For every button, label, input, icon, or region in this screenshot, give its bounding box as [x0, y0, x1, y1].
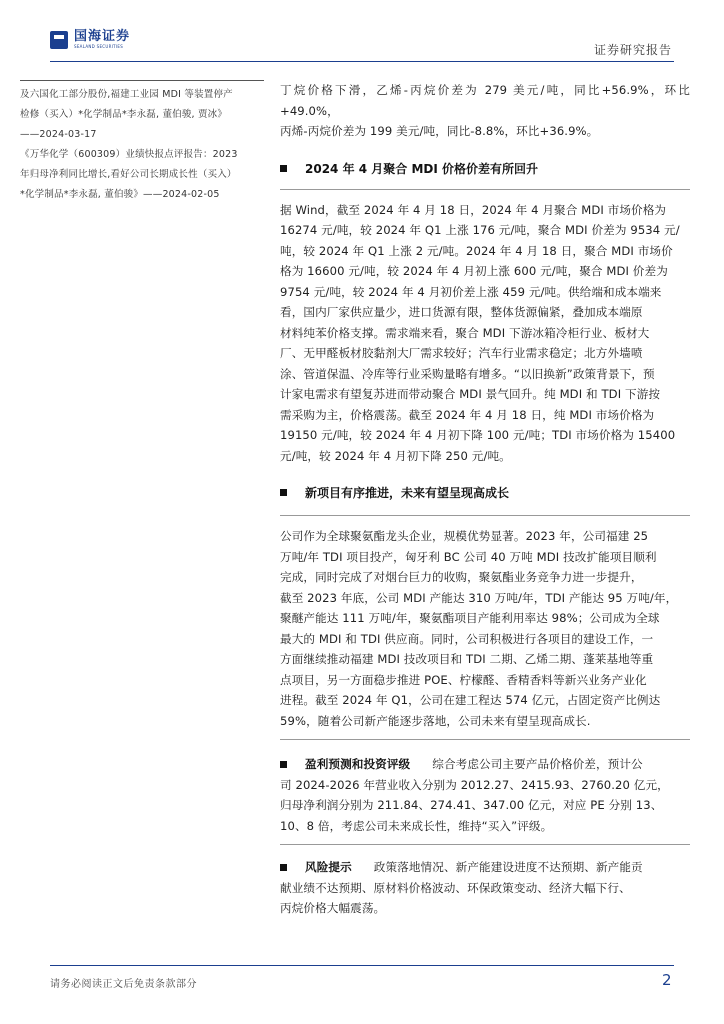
page-header	[0, 0, 724, 66]
text-line: 需采购为主，价格震荡。截至 2024 年 4 月 18 日，纯 MDI 市场价格为	[280, 407, 655, 422]
text-line: 59%，随着公司新产能逐步落地，公司未来有望呈现高成长.	[280, 713, 591, 728]
text-line: 献业绩不达预期、原材料价格波动、环保政策变动、经济大幅下行、	[280, 880, 631, 895]
text-line	[280, 857, 690, 878]
section-heading-text: 新项目有序推进，未来有望呈现高成长	[305, 486, 510, 500]
text-line: 涂、管道保温、冷库等行业采购量略有增多。“以旧换新”政策背景下，预	[280, 366, 655, 381]
square-bullet-icon	[280, 489, 287, 496]
text-line: 归母净利润分别为 211.84、274.41、347.00 亿元，对应 PE 分别 13、	[280, 798, 663, 812]
text-line: 元/吨，较 2024 年 4 月初下降 250 元/吨。	[280, 448, 511, 463]
page-number: 2	[662, 971, 672, 989]
text-line: 丙烷价格大幅震荡。	[280, 901, 386, 915]
section-divider	[280, 189, 690, 190]
logo-chinese-name: 国海证券	[74, 29, 131, 44]
text-line: 进程。截至 2024 年 Q1，公司在建工程达 574 亿元，占固定资产比例达	[280, 693, 661, 707]
text-line: 万吨/年 TDI 项目投产，匈牙利 BC 公司 40 万吨 MDI 技改扩能项目顺利	[280, 549, 657, 564]
text-line: 丙烯-丙烷价差为 199 美元/吨，同比-8.8%，环比+36.9%。	[280, 124, 599, 138]
rating-paragraph	[280, 754, 690, 836]
risk-lead: 风险提示	[305, 860, 352, 874]
header-divider	[50, 61, 674, 62]
section-divider	[280, 739, 690, 740]
rating-lead: 盈利预测和投资评级	[305, 757, 411, 771]
text-line: 看，国内厂家供应量少，进口货源有限，整体货源偏紧，叠加成本端原	[280, 305, 643, 319]
text-line	[280, 754, 690, 775]
text-line: 计家电需求有望复苏进而带动聚合 MDI 景气回升。纯 MDI 和 TDI 下游按	[280, 387, 661, 401]
section-divider	[280, 844, 690, 845]
report-type-label: 证券研究报告	[593, 43, 672, 57]
text-line: 10、8 倍，考虑公司未来成长性，维持“买入”评级。	[280, 818, 553, 833]
text-line: 16274 元/吨，较 2024 年 Q1 上涨 176 元/吨，聚合 MDI 价差为 9534 元/	[280, 223, 680, 237]
related-report-line: 及六国化工部分股份,福建工业园 MDI 等装置停产	[20, 89, 233, 100]
intro-paragraph	[280, 80, 690, 142]
section-divider	[280, 515, 690, 516]
new-projects-paragraph	[280, 526, 690, 731]
main-text-column	[280, 80, 690, 919]
text-line: 厂、无甲醛板材胶黏剂大厂需求较好；汽车行业需求稳定；北方外墙喷	[280, 346, 643, 360]
text-line: 完成，同时完成了对烟台巨力的收购，聚氨酯业务竞争力进一步提升，	[280, 570, 643, 584]
section-heading-mdi-price	[280, 160, 690, 177]
related-report-line: *化学制品*李永磊, 董伯骏》——2024-02-05	[20, 189, 220, 200]
text-line: 司 2024-2026 年营业收入分别为 2012.27、2415.93、2760.20 亿元，	[280, 777, 669, 792]
text-line: 聚醚产能达 111 万吨/年，聚氨酯项目产能利用率达 98%；公司成为全球	[280, 611, 660, 625]
rating-first-line: 综合考虑公司主要产品价格价差，预计公	[432, 757, 643, 771]
square-bullet-icon	[280, 761, 287, 768]
related-report-line: ——2024-03-17	[20, 129, 97, 140]
square-bullet-icon	[280, 165, 287, 172]
square-bullet-icon	[280, 864, 287, 871]
text-line: 吨，较 2024 年 Q1 上涨 2 元/吨。2024 年 4 月 18 日，聚合 MDI 市场价	[280, 243, 673, 258]
logo-english-name: SEALAND SECURITIES	[74, 44, 124, 49]
company-logo	[50, 30, 130, 50]
text-line: 材料纯苯价格支撑。需求端来看，聚合 MDI 下游冰箱冷柜行业、板材大	[280, 325, 650, 340]
text-line: 方面继续推动福建 MDI 技改项目和 TDI 二期、乙烯二期、蓬莱基地等重	[280, 652, 654, 666]
related-report-line: 《万华化学（600309）业绩快报点评报告：2023	[20, 149, 238, 160]
text-line: 公司作为全球聚氨酯龙头企业，规模优势显著。2023 年，公司福建 25	[280, 529, 649, 543]
left-column-divider	[20, 80, 264, 81]
text-line: 最大的 MDI 和 TDI 供应商。同时，公司积极进行各项目的建设工作，一	[280, 631, 654, 646]
related-report-line: 检修（买入）*化学制品*李永磊, 董伯骏, 贾冰》	[20, 109, 228, 120]
text-line: 格为 16600 元/吨，较 2024 年 4 月初上涨 600 元/吨，聚合 MDI 价差为	[280, 264, 668, 278]
section-heading-text: 2024 年 4 月聚合 MDI 价格价差有所回升	[305, 161, 539, 176]
section-heading-new-projects	[280, 484, 690, 501]
related-reports-column	[20, 80, 264, 205]
text-line: 点项目，另一方面稳步推进 POE、柠檬醛、香精香料等新兴业务产业化	[280, 672, 647, 687]
text-line: 截至 2023 年底，公司 MDI 产能达 310 万吨/年，TDI 产能达 95 万吨/年，	[280, 590, 678, 605]
risk-first-line: 政策落地情况、新产能建设进度不达预期、新产能贡	[373, 860, 643, 874]
logo-icon	[50, 31, 68, 49]
footer-divider	[50, 965, 674, 966]
mdi-price-paragraph	[280, 200, 690, 467]
related-report-line: 年归母净利同比增长,看好公司长期成长性（买入）	[20, 169, 237, 180]
text-line: 19150 元/吨，较 2024 年 4 月初下降 100 元/吨；TDI 市场价格为 15400	[280, 428, 676, 442]
text-line: 据 Wind，截至 2024 年 4 月 18 日，2024 年 4 月聚合 MDI 市场价格为	[280, 202, 667, 217]
disclaimer-note: 请务必阅读正文后免责条款部分	[50, 979, 197, 990]
text-line: 9754 元/吨，较 2024 年 4 月初价差上涨 459 元/吨。供给端和成本端来	[280, 284, 662, 299]
risk-paragraph	[280, 857, 690, 919]
text-line: 丁烷价格下滑，乙烯-丙烷价差为 279 美元/吨，同比+56.9%，环比+49.0%，	[280, 83, 690, 118]
